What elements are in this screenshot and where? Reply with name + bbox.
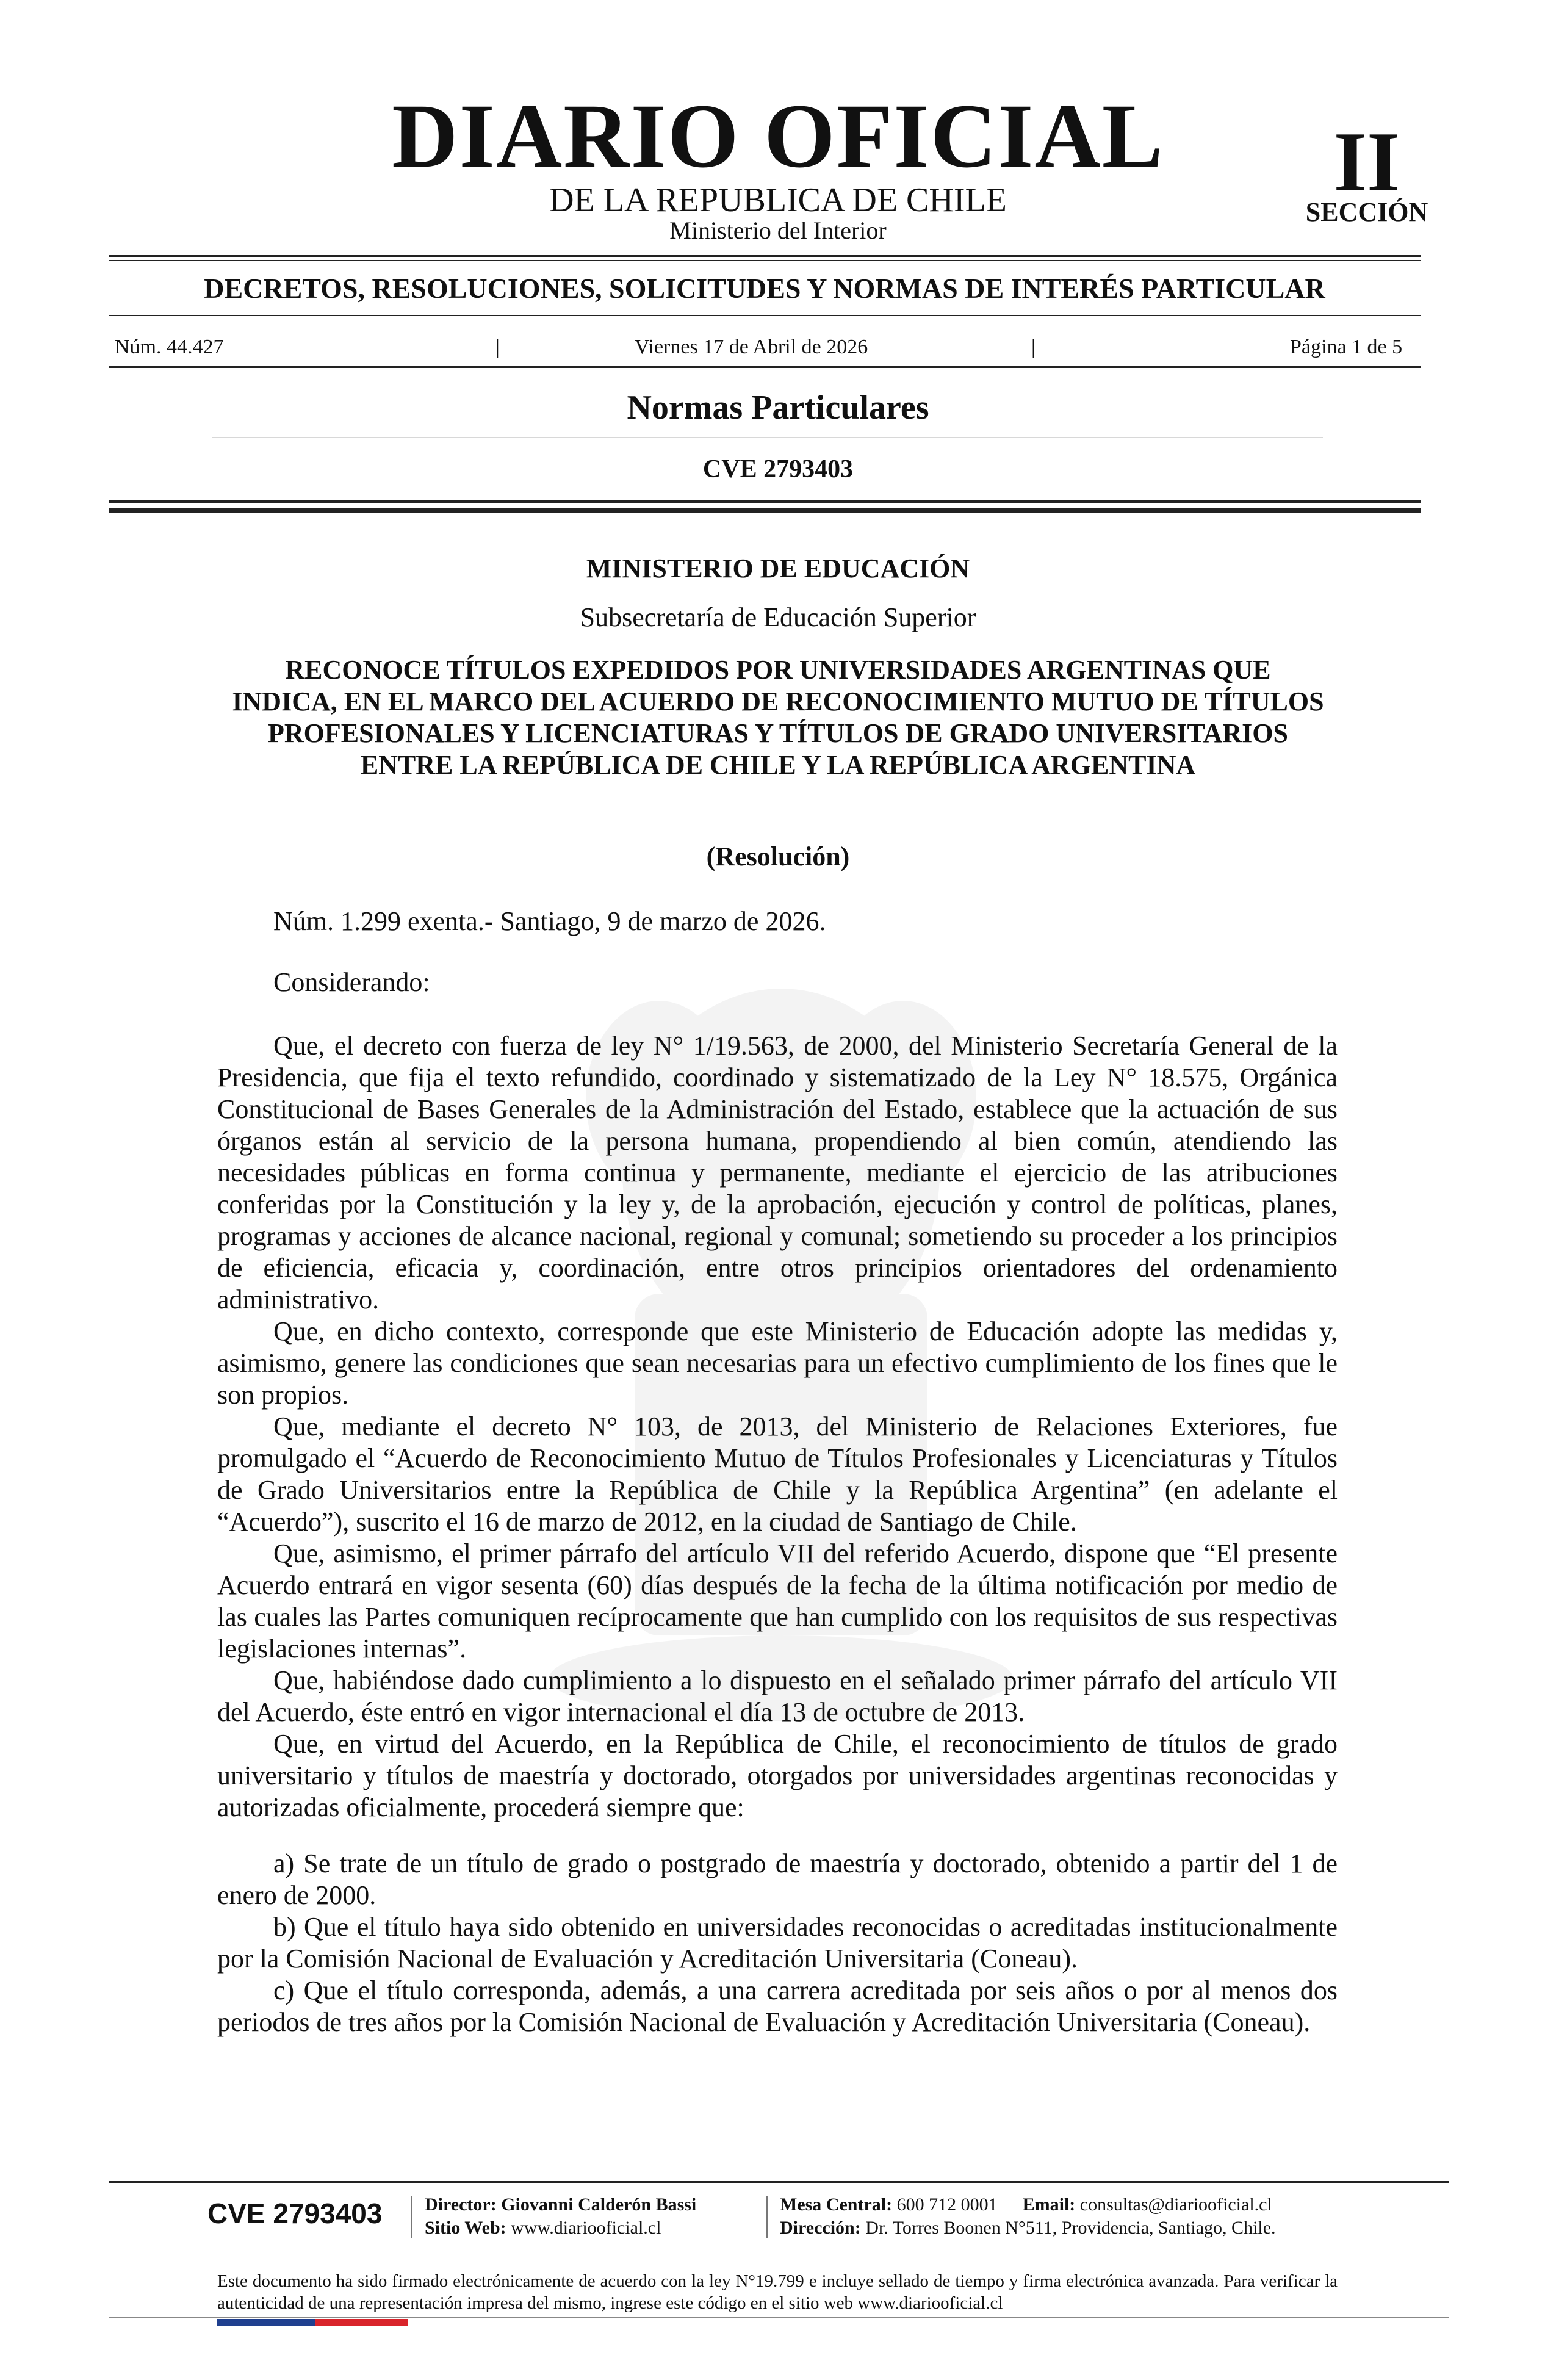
- considerations: [217, 1030, 1338, 1823]
- heading-divider: [212, 437, 1323, 438]
- director-name: Giovanni Calderón Bassi: [501, 2194, 697, 2215]
- footer-director: [425, 2193, 696, 2216]
- cve-code: CVE 2793403: [702, 455, 854, 483]
- footer-address: [780, 2216, 1276, 2240]
- newspaper-ministry: Ministerio del Interior: [669, 217, 887, 244]
- mesa-label: Mesa Central:: [780, 2194, 893, 2215]
- resolution-title: RECONOCE TÍTULOS EXPEDIDOS POR UNIVERSIDADES ARGENTINAS QUE INDICA, EN EL MARCO DEL ACUERDO DE RECONOCIMIENTO MUTUO DE TÍTULOS PROFESIONALES Y LICENCIATURAS Y TÍTULOS DE GRADO UNIVERSITARIOS ENTRE LA REPÚBLICA DE CHILE Y LA REPÚBLICA ARGENTINA: [232, 655, 1324, 780]
- band-rule: [109, 315, 1421, 316]
- considerando-block: [217, 967, 1338, 998]
- footer-signature-note: Este documento ha sido firmado electrónicamente de acuerdo con la ley N°19.799 e incluye sellado de tiempo y firma electrónica avanzada. Para verificar la autenticidad de una representación impresa del mismo, ingrese este código en el sitio web www.diariooficial.cl: [217, 2271, 1338, 2313]
- website-label: Sitio Web:: [425, 2218, 506, 2238]
- email-link[interactable]: consultas@diariooficial.cl: [1079, 2194, 1272, 2215]
- footer-cve-code: CVE 2793403: [207, 2198, 383, 2229]
- section-band-title: DECRETOS, RESOLUCIONES, SOLICITUDES Y NORMAS DE INTERÉS PARTICULAR: [204, 273, 1325, 304]
- footer-website: [425, 2216, 661, 2240]
- list-item: a) Se trate de un título de grado o postgrado de maestría y doctorado, obtenido a partir del 1 de enero de 2000.: [217, 1848, 1338, 1910]
- section-number: II: [1333, 115, 1400, 209]
- meta-rule: [109, 366, 1421, 368]
- ministry-heading: MINISTERIO DE EDUCACIÓN: [586, 554, 970, 583]
- flag-stripe-red: [315, 2319, 408, 2326]
- paragraph: Que, en dicho contexto, corresponde que este Ministerio de Educación adopte las medidas y, asimismo, genere las condiciones que sean necesarias para un efectivo cumplimiento de los fines que le son propios.: [217, 1316, 1338, 1410]
- paragraph: Que, en virtud del Acuerdo, en la República de Chile, el reconocimiento de títulos de grado universitario y títulos de maestría y doctorado, otorgados por universidades argentinas reconocidas y autorizadas oficialmente, procederá siempre que:: [217, 1729, 1338, 1822]
- masthead-rule-top: [109, 255, 1421, 257]
- section-label: SECCIÓN: [1305, 197, 1428, 227]
- requirements-list: [217, 1848, 1338, 2038]
- paragraph: Que, mediante el decreto N° 103, de 2013, del Ministerio de Relaciones Exteriores, fue promulgado el “Acuerdo de Reconocimiento Mutuo de Títulos Profesionales y Licenciaturas y Títulos de Grado Universitarios entre la República de Chile y la República Argentina” (en adelante el “Acuerdo”), suscrito el 16 de marzo de 2012, en la ciudad de Santiago de Chile.: [217, 1412, 1338, 1537]
- page-indicator: Página 1 de 5: [1290, 336, 1403, 358]
- resolution-type: (Resolución): [706, 842, 850, 871]
- newspaper-subtitle: DE LA REPUBLICA DE CHILE: [549, 181, 1007, 219]
- flag-stripe-blue: [217, 2319, 315, 2326]
- meta-separator: |: [1031, 336, 1036, 358]
- address-label: Dirección:: [780, 2218, 861, 2238]
- website-link[interactable]: www.diariooficial.cl: [511, 2218, 661, 2238]
- mesa-phone: 600 712 0001: [896, 2194, 998, 2215]
- number-line: Núm. 1.299 exenta.- Santiago, 9 de marzo de 2026.: [273, 906, 826, 936]
- footer-rule: [109, 2181, 1449, 2183]
- newspaper-title: DIARIO OFICIAL: [392, 85, 1164, 187]
- email-label: Email:: [1022, 2194, 1076, 2215]
- considerando-label: Considerando:: [273, 967, 430, 997]
- meta-separator: |: [495, 336, 500, 358]
- list-item: c) Que el título corresponda, además, a una carrera acreditada por seis años o por al menos dos periodos de tres años por la Comisión Nacional de Evaluación y Acreditación Universitaria (Coneau).: [217, 1975, 1338, 2037]
- footer-divider: [411, 2196, 412, 2238]
- page-heading: Normas Particulares: [627, 389, 929, 427]
- address-text: Dr. Torres Boonen N°511, Providencia, Santiago, Chile.: [865, 2218, 1276, 2238]
- paragraph: Que, asimismo, el primer párrafo del artículo VII del referido Acuerdo, dispone que “El presente Acuerdo entrará en vigor sesenta (60) días después de la fecha de la última notificación por medio de las cuales las Partes comuniquen recíprocamente que han cumplido con los requisitos de sus respectivas legislaciones internas”.: [217, 1538, 1338, 1664]
- issue-date: Viernes 17 de Abril de 2026: [635, 336, 868, 358]
- header-rule-heavy: [109, 508, 1421, 513]
- footer-divider: [766, 2196, 768, 2238]
- paragraph: Que, el decreto con fuerza de ley N° 1/19.563, de 2000, del Ministerio Secretaría General de la Presidencia, que fija el texto refundido, coordinado y sistematizado de la Ley N° 18.575, Orgánica Constitucional de Bases Generales de la Administración del Estado, establece que la actuación de sus órganos están al servicio de la persona humana, propendiendo al bien común, atendiendo las necesidades públicas en forma continua y permanente, mediante el ejercicio de las atribuciones conferidas por la Constitución y la ley y, de la aprobación, ejecución y control de políticas, planes, programas y acciones de alcance nacional, regional y comunal; sometiendo su proceder a los principios de eficiencia, eficacia y, coordinación, entre otros principios orientadores del ordenamiento administrativo.: [217, 1031, 1338, 1314]
- header-rule-thick: [109, 500, 1421, 503]
- subsecretaria-heading: Subsecretaría de Educación Superior: [580, 602, 976, 632]
- issue-number: Núm. 44.427: [115, 336, 224, 358]
- list-item: b) Que el título haya sido obtenido en universidades reconocidas o acreditadas institucionalmente por la Comisión Nacional de Evaluación y Acreditación Universitaria (Coneau).: [217, 1912, 1338, 1974]
- resolution-number-line: [217, 906, 1338, 937]
- director-label: Director:: [425, 2194, 497, 2215]
- masthead-rule-top-thin: [109, 260, 1421, 261]
- paragraph: Que, habiéndose dado cumplimiento a lo dispuesto en el señalado primer párrafo del artículo VII del Acuerdo, éste entró en vigor internacional el día 13 de octubre de 2013.: [217, 1665, 1338, 1727]
- footer-mesa: [780, 2193, 1272, 2216]
- footer-bottom-rule: [109, 2317, 1449, 2318]
